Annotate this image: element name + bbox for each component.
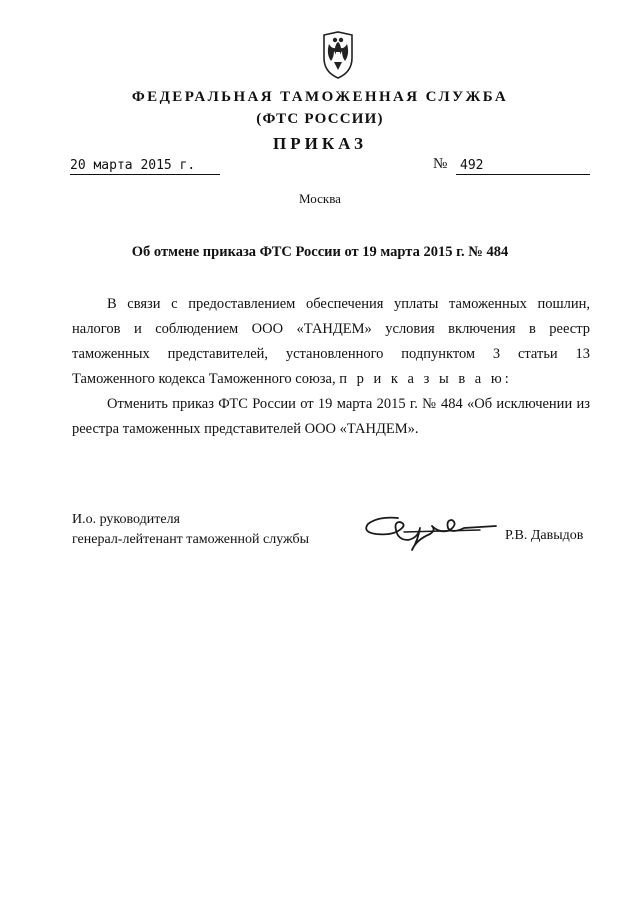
signatory-position: [72, 510, 309, 550]
organization-short-name: (ФТС РОССИИ): [256, 111, 384, 127]
organization-name: ФЕДЕРАЛЬНАЯ ТАМОЖЕННАЯ СЛУЖБА: [131, 89, 509, 105]
signatory-position-line-1: И.о. руководителя: [72, 512, 181, 527]
order-number-label: №: [433, 156, 448, 172]
signatory-name: Р.В. Давыдов: [505, 528, 584, 543]
body-paragraph-1-text: В связи с предоставлением обеспечения уплаты таможенных пошлин, налогов и соблюдением ООО «ТАНДЕМ» условия включения в реестр таможенных представителей, установленного подпунктом 3 статьи 13 Таможенного кодекса Таможенного союза,: [72, 296, 590, 387]
order-number: 492: [456, 158, 590, 175]
handwritten-signature-icon: [360, 510, 500, 554]
body-command: п р и к а з ы в а ю:: [339, 371, 512, 387]
body-paragraph-2: Отменить приказ ФТС России от 19 марта 2015 г. № 484 «Об исключении из реестра таможенных представителей ООО «ТАНДЕМ».: [72, 396, 590, 437]
order-city: Москва: [299, 191, 341, 206]
document-type: ПРИКАЗ: [273, 134, 367, 153]
order-title: Об отмене приказа ФТС России от 19 марта 2015 г. № 484: [131, 244, 509, 260]
order-date: 20 марта 2015 г.: [70, 158, 220, 175]
signatory-position-line-2: генерал-лейтенант таможенной службы: [72, 532, 310, 547]
body-paragraph-1: [72, 292, 590, 392]
russian-coat-of-arms-icon: [314, 30, 362, 80]
order-body: [72, 292, 590, 442]
